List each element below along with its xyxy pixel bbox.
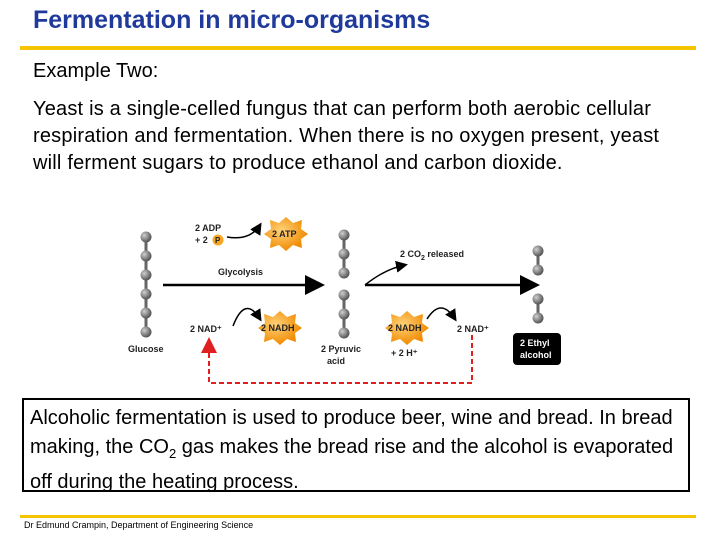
nad-to-nadh-arrow <box>233 309 260 326</box>
footer-divider <box>20 515 696 518</box>
ethyl-label-line1: 2 Ethyl <box>520 338 550 348</box>
glucose-label: Glucose <box>128 344 164 354</box>
co2-label: 2 $CO_2$ released <box>400 249 464 262</box>
glycolysis-label: Glycolysis <box>218 267 264 277</box>
page-title: Fermentation in micro-organisms <box>33 6 431 34</box>
example-subheading: Example Two: <box>33 60 159 82</box>
callout-text-part1: Alcoholic fermentation is used to produce beer, wine and bread. In bread making, the CO <box>30 407 673 458</box>
alcoholic-fermentation-callout <box>22 398 690 492</box>
adp-label: 2 ADP <box>195 223 222 233</box>
atp-label: 2 ATP <box>272 229 297 239</box>
footer-credit: Dr Edmund Crampin, Department of Engineering Science <box>24 520 254 530</box>
p-plus-label: + 2 <box>195 235 208 245</box>
intro-paragraph: Yeast is a single-celled fungus that can perform both aerobic cellular respiration and fermentation. When there is no oxygen present, yeast will ferment sugars to produce ethanol and carbon dioxide. <box>33 98 660 174</box>
callout-co2-subscript: 2 <box>168 445 177 461</box>
pyruvic-acid-molecules <box>339 230 350 339</box>
atp-arrow <box>227 225 260 238</box>
nad-left-label: 2 NAD⁺ <box>190 324 222 334</box>
title-divider <box>20 46 696 50</box>
nadh-right-label: 2 NADH <box>388 323 422 333</box>
callout-text-part2: gas makes the bread rise and the alcohol is evaporated off during the heating process. <box>30 435 674 493</box>
h-plus-label: + 2 H⁺ <box>391 348 418 358</box>
nad-right-label: 2 NAD⁺ <box>457 324 489 334</box>
glucose-molecule <box>141 232 152 338</box>
pyruvic-label-line2: acid <box>327 356 346 366</box>
nadh-left-label: 2 NADH <box>261 323 295 333</box>
fermentation-diagram <box>115 215 575 390</box>
nadh-to-nad-arrow <box>427 308 455 319</box>
co2-arrow <box>365 265 405 285</box>
pyruvic-label-line1: 2 Pyruvic <box>321 344 362 354</box>
phosphate-symbol: P <box>215 236 221 245</box>
ethyl-label-line2: alcohol <box>520 350 552 360</box>
